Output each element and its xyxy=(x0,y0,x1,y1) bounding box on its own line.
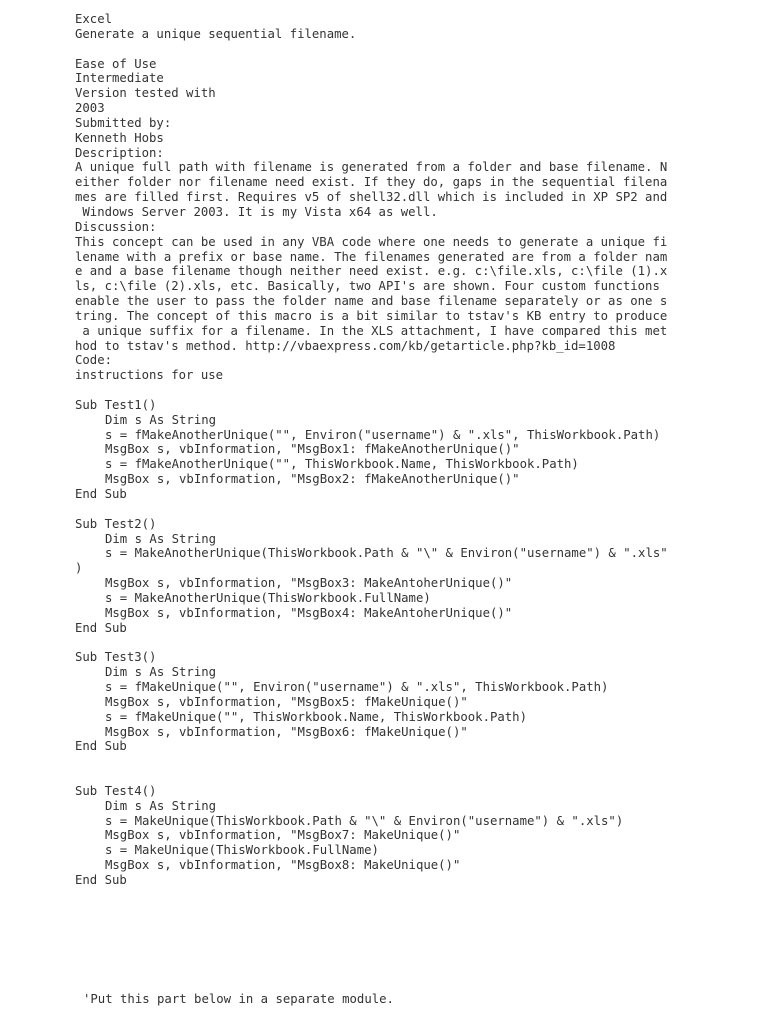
code-line: s = fMakeAnotherUnique("", Environ("username") & ".xls", ThisWorkbook.Path) xyxy=(105,427,661,442)
code-line: MsgBox s, vbInformation, "MsgBox8: MakeUnique()" xyxy=(105,858,461,873)
code-line: s = fMakeAnotherUnique("", ThisWorkbook.Name, ThisWorkbook.Path) xyxy=(105,457,579,472)
code-line: MsgBox s, vbInformation, "MsgBox1: fMakeAnotherUnique()" xyxy=(105,442,520,457)
code-line: Dim s As String xyxy=(105,665,217,680)
submitted-label: Submitted by: xyxy=(75,115,172,130)
code-line: s = MakeAnotherUnique(ThisWorkbook.FullName) xyxy=(105,590,431,605)
description-label: Description: xyxy=(75,145,164,160)
version-value: 2003 xyxy=(75,101,105,116)
discussion-line: tring. The concept of this macro is a bit similar to tstav's KB entry to produce xyxy=(75,308,668,323)
discussion-label: Discussion: xyxy=(75,219,157,234)
discussion-line: This concept can be used in any VBA code where one needs to generate a unique fi xyxy=(75,234,668,249)
sub-header: Sub Test2() xyxy=(75,516,157,531)
discussion-line: e and a base filename though neither need exist. e.g. c:\file.xls, c:\file (1).x xyxy=(75,264,668,279)
code-line: MsgBox s, vbInformation, "MsgBox5: fMakeUnique()" xyxy=(105,694,468,709)
code-line: Dim s As String xyxy=(105,412,217,427)
description-line: Windows Server 2003. It is my Vista x64 as well. xyxy=(75,204,438,219)
sub-footer: End Sub xyxy=(75,739,127,754)
code-block-test2 xyxy=(75,517,755,636)
description-line: A unique full path with filename is generated from a folder and base filename. N xyxy=(75,160,668,175)
code-line: MsgBox s, vbInformation, "MsgBox4: MakeAntoherUnique()" xyxy=(105,605,513,620)
discussion-line: a unique suffix for a filename. In the XLS attachment, I have compared this met xyxy=(75,323,668,338)
discussion-line: ls, c:\file (2).xls, etc. Basically, two API's are shown. Four custom functions xyxy=(75,279,660,294)
code-line: Dim s As String xyxy=(105,798,217,813)
code-line: MsgBox s, vbInformation, "MsgBox6: fMakeUnique()" xyxy=(105,724,468,739)
app-name: Excel xyxy=(75,12,113,26)
code-line: s = fMakeUnique("", ThisWorkbook.Name, ThisWorkbook.Path) xyxy=(105,709,527,724)
code-line-wrap: ) xyxy=(75,561,83,576)
code-block-test4 xyxy=(75,784,755,888)
document-page xyxy=(75,12,755,1007)
code-line: s = MakeAnotherUnique(ThisWorkbook.Path & "\" & Environ("username") & ".xls" xyxy=(105,546,668,561)
code-line: MsgBox s, vbInformation, "MsgBox7: MakeUnique()" xyxy=(105,828,461,843)
code-block-test1 xyxy=(75,398,755,502)
code-block-test3 xyxy=(75,650,755,754)
code-label: Code: xyxy=(75,353,113,368)
ease-value: Intermediate xyxy=(75,71,164,86)
sub-footer: End Sub xyxy=(75,620,127,635)
discussion-line: lename with a prefix or base name. The filenames generated are from a folder nam xyxy=(75,249,668,264)
version-label: Version tested with xyxy=(75,86,216,101)
code-line: s = MakeUnique(ThisWorkbook.FullName) xyxy=(105,843,379,858)
code-line: Dim s As String xyxy=(105,531,217,546)
description-line: mes are filled first. Requires v5 of shell32.dll which is included in XP SP2 and xyxy=(75,190,668,205)
submitted-value: Kenneth Hobs xyxy=(75,130,164,145)
sub-header: Sub Test4() xyxy=(75,783,157,798)
discussion-text xyxy=(75,235,755,354)
sub-header: Sub Test3() xyxy=(75,650,157,665)
instructions-link[interactable]: instructions for use xyxy=(75,368,224,383)
code-line: s = MakeUnique(ThisWorkbook.Path & "\" & Environ("username") & ".xls") xyxy=(105,813,624,828)
discussion-line: hod to tstav's method. http://vbaexpress.com/kb/getarticle.php?kb_id=1008 xyxy=(75,338,616,353)
code-line: MsgBox s, vbInformation, "MsgBox2: fMakeAnotherUnique()" xyxy=(105,472,520,487)
ease-label: Ease of Use xyxy=(75,56,157,71)
description-text xyxy=(75,160,755,219)
description-line: either folder nor filename need exist. If they do, gaps in the sequential filena xyxy=(75,175,668,190)
module-note: 'Put this part below in a separate module. xyxy=(83,991,394,1006)
sub-header: Sub Test1() xyxy=(75,397,157,412)
code-line: s = fMakeUnique("", Environ("username") & ".xls", ThisWorkbook.Path) xyxy=(105,679,609,694)
discussion-line: enable the user to pass the folder name and base filename separately or as one s xyxy=(75,294,668,309)
code-line: MsgBox s, vbInformation, "MsgBox3: MakeAntoherUnique()" xyxy=(105,576,513,591)
page-title: Generate a unique sequential filename. xyxy=(75,26,357,41)
sub-footer: End Sub xyxy=(75,872,127,887)
sub-footer: End Sub xyxy=(75,487,127,501)
